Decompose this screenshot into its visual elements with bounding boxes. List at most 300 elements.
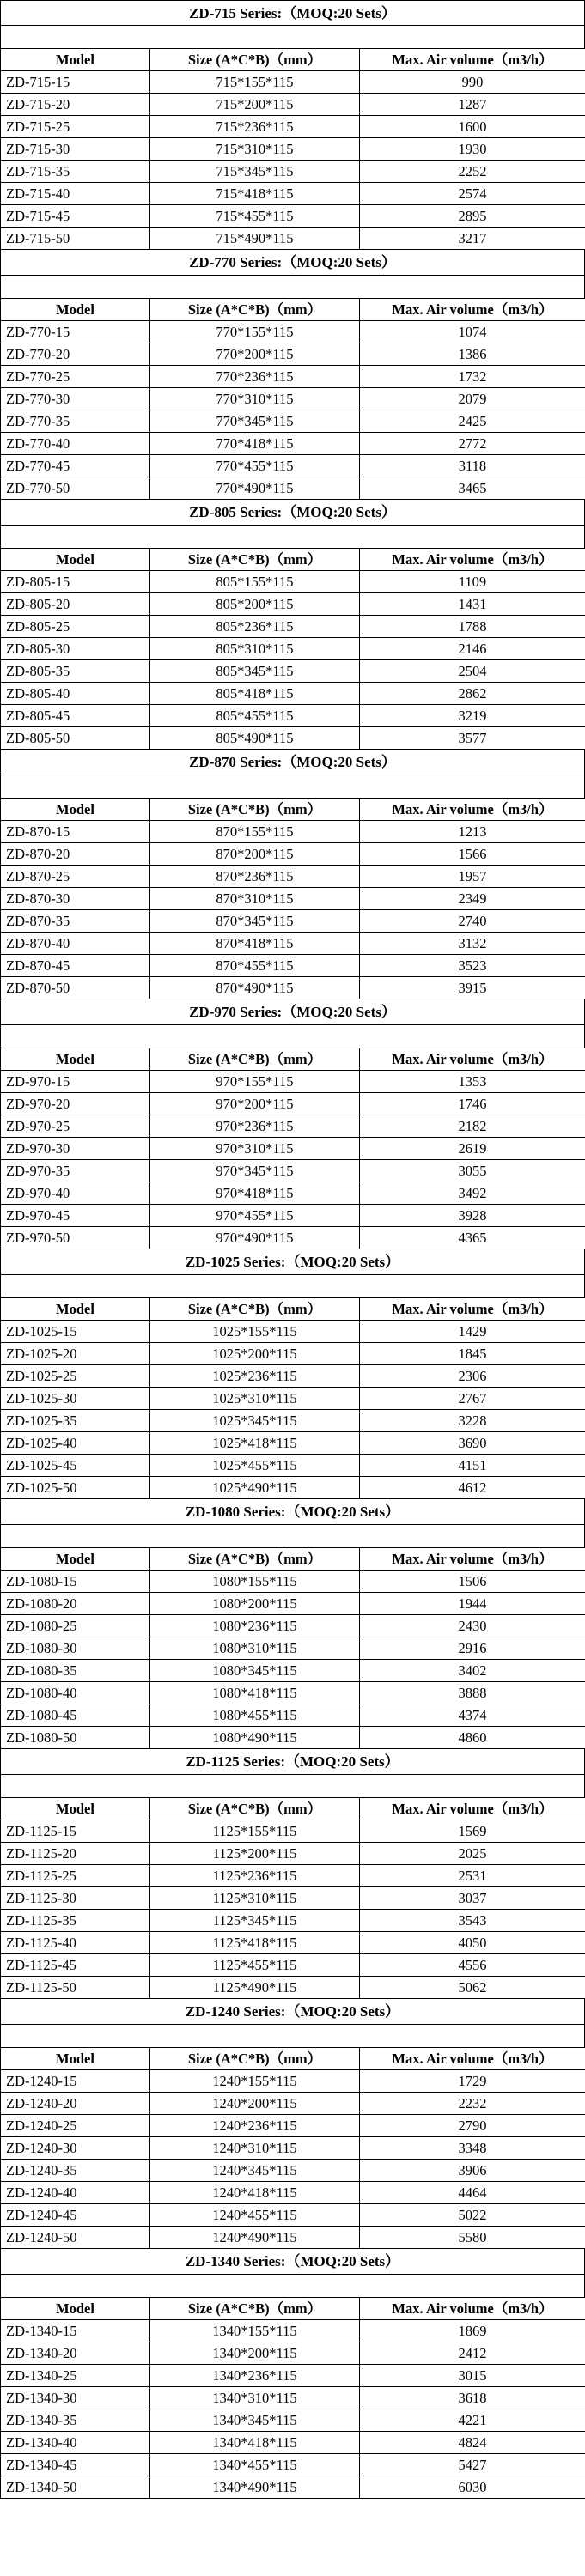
cell-model: ZD-1240-50 [1,2227,150,2249]
cell-air: 3217 [360,228,585,250]
cell-size: 970*455*115 [150,1205,360,1227]
column-header-model: Model [1,2298,150,2320]
cell-size: 715*455*115 [150,205,360,228]
cell-size: 805*490*115 [150,727,360,750]
cell-size: 870*455*115 [150,955,360,977]
table-header-row [1,1048,585,1071]
cell-air: 1353 [360,1071,585,1093]
cell-size: 1340*490*115 [150,2476,360,2499]
cell-model: ZD-870-30 [1,888,150,910]
cell-size: 1240*490*115 [150,2227,360,2249]
cell-air: 3348 [360,2137,585,2160]
cell-air: 3888 [360,1682,585,1704]
cell-air: 1729 [360,2070,585,2093]
table-row [1,410,585,433]
table-row [1,821,585,843]
cell-air: 1213 [360,821,585,843]
cell-air: 5427 [360,2454,585,2476]
table-row [1,1910,585,1932]
cell-air: 3402 [360,1660,585,1682]
table-row [1,933,585,955]
cell-air: 3928 [360,1205,585,1227]
table-row [1,1637,585,1660]
series-spacer [0,2025,585,2047]
column-header-air: Max. Air volume（m3/h） [360,49,585,71]
cell-size: 970*345*115 [150,1160,360,1182]
series-section [0,250,585,500]
cell-model: ZD-1080-45 [1,1704,150,1727]
table-row [1,1682,585,1704]
table-row [1,910,585,933]
cell-air: 4556 [360,1954,585,1977]
table-row [1,593,585,616]
cell-air: 3037 [360,1887,585,1910]
table-row [1,1365,585,1388]
column-header-size: Size (A*C*B)（mm） [150,549,360,571]
cell-air: 2772 [360,433,585,455]
cell-size: 805*418*115 [150,683,360,705]
table-row [1,1138,585,1160]
column-header-air: Max. Air volume（m3/h） [360,299,585,321]
table-row [1,1593,585,1615]
table-header-row [1,2298,585,2320]
table-row [1,343,585,366]
cell-air: 3523 [360,955,585,977]
cell-model: ZD-1240-45 [1,2204,150,2227]
cell-model: ZD-1080-25 [1,1615,150,1637]
cell-air: 3543 [360,1910,585,1932]
cell-air: 1429 [360,1321,585,1343]
cell-model: ZD-1025-40 [1,1432,150,1455]
cell-size: 770*200*115 [150,343,360,366]
cell-size: 715*345*115 [150,161,360,183]
table-row [1,455,585,477]
table-header-row [1,799,585,821]
table-row [1,888,585,910]
cell-model: ZD-1340-20 [1,2342,150,2365]
column-header-size: Size (A*C*B)（mm） [150,799,360,821]
cell-size: 770*310*115 [150,388,360,410]
cell-air: 2740 [360,910,585,933]
cell-size: 1025*310*115 [150,1388,360,1410]
table-row [1,2320,585,2342]
cell-size: 1025*455*115 [150,1455,360,1477]
cell-size: 1125*490*115 [150,1977,360,1999]
cell-air: 2574 [360,183,585,205]
cell-air: 2349 [360,888,585,910]
cell-air: 990 [360,71,585,94]
table-row [1,2137,585,2160]
table-row [1,616,585,638]
series-spacer [0,526,585,548]
series-table [0,298,585,500]
cell-model: ZD-805-20 [1,593,150,616]
column-header-air: Max. Air volume（m3/h） [360,549,585,571]
cell-model: ZD-805-45 [1,705,150,727]
cell-model: ZD-1340-50 [1,2476,150,2499]
series-table [0,1547,585,1749]
cell-model: ZD-715-40 [1,183,150,205]
cell-model: ZD-870-50 [1,977,150,999]
cell-model: ZD-1340-15 [1,2320,150,2342]
cell-air: 3055 [360,1160,585,1182]
column-header-model: Model [1,1298,150,1321]
cell-model: ZD-1340-40 [1,2432,150,2454]
cell-size: 1340*455*115 [150,2454,360,2476]
cell-air: 4050 [360,1932,585,1954]
cell-air: 4464 [360,2182,585,2204]
cell-model: ZD-805-15 [1,571,150,593]
cell-model: ZD-1125-35 [1,1910,150,1932]
cell-air: 1930 [360,138,585,161]
cell-size: 770*345*115 [150,410,360,433]
column-header-air: Max. Air volume（m3/h） [360,2048,585,2070]
cell-air: 4151 [360,1455,585,1477]
cell-air: 2790 [360,2115,585,2137]
cell-size: 1080*490*115 [150,1727,360,1749]
cell-model: ZD-1025-20 [1,1343,150,1365]
series-title: ZD-1340 Series:（MOQ:20 Sets） [0,2249,585,2275]
table-row [1,1843,585,1865]
cell-size: 770*155*115 [150,321,360,343]
cell-air: 4374 [360,1704,585,1727]
cell-model: ZD-970-25 [1,1115,150,1138]
cell-size: 1080*418*115 [150,1682,360,1704]
cell-model: ZD-1025-50 [1,1477,150,1499]
series-title: ZD-1080 Series:（MOQ:20 Sets） [0,1499,585,1525]
cell-size: 770*236*115 [150,366,360,388]
table-row [1,2387,585,2409]
series-section [0,750,585,999]
cell-air: 4612 [360,1477,585,1499]
table-row [1,205,585,228]
cell-air: 5022 [360,2204,585,2227]
table-row [1,321,585,343]
cell-air: 2504 [360,660,585,683]
cell-model: ZD-970-40 [1,1182,150,1205]
cell-model: ZD-715-25 [1,116,150,138]
table-row [1,477,585,500]
cell-air: 2895 [360,205,585,228]
cell-model: ZD-770-40 [1,433,150,455]
cell-model: ZD-1080-20 [1,1593,150,1615]
cell-air: 1746 [360,1093,585,1115]
cell-air: 2767 [360,1388,585,1410]
cell-model: ZD-1080-30 [1,1637,150,1660]
cell-air: 3618 [360,2387,585,2409]
cell-air: 1506 [360,1571,585,1593]
cell-model: ZD-715-30 [1,138,150,161]
cell-air: 2146 [360,638,585,660]
cell-size: 770*418*115 [150,433,360,455]
column-header-air: Max. Air volume（m3/h） [360,1048,585,1071]
table-row [1,1932,585,1954]
cell-air: 3915 [360,977,585,999]
cell-model: ZD-1240-30 [1,2137,150,2160]
cell-model: ZD-805-40 [1,683,150,705]
series-section [0,1249,585,1499]
series-table [0,2297,585,2499]
cell-air: 1566 [360,843,585,866]
cell-size: 805*455*115 [150,705,360,727]
cell-air: 2252 [360,161,585,183]
cell-size: 1340*310*115 [150,2387,360,2409]
table-row [1,955,585,977]
cell-size: 1125*236*115 [150,1865,360,1887]
cell-model: ZD-1025-35 [1,1410,150,1432]
table-row [1,2342,585,2365]
cell-size: 1025*418*115 [150,1432,360,1455]
cell-size: 870*200*115 [150,843,360,866]
table-row [1,1115,585,1138]
cell-model: ZD-870-20 [1,843,150,866]
table-header-row [1,299,585,321]
series-spacer [0,276,585,298]
cell-size: 805*236*115 [150,616,360,638]
cell-size: 970*200*115 [150,1093,360,1115]
table-row [1,1093,585,1115]
cell-size: 805*310*115 [150,638,360,660]
table-row [1,1182,585,1205]
table-row [1,366,585,388]
cell-model: ZD-870-15 [1,821,150,843]
cell-air: 2430 [360,1615,585,1637]
series-spacer [0,1275,585,1297]
table-row [1,1727,585,1749]
cell-size: 870*155*115 [150,821,360,843]
table-row [1,2409,585,2432]
series-spacer [0,775,585,798]
cell-air: 2425 [360,410,585,433]
cell-size: 715*200*115 [150,94,360,116]
cell-model: ZD-805-50 [1,727,150,750]
cell-model: ZD-1340-30 [1,2387,150,2409]
cell-size: 1240*200*115 [150,2093,360,2115]
cell-size: 970*418*115 [150,1182,360,1205]
series-title: ZD-1025 Series:（MOQ:20 Sets） [0,1249,585,1275]
table-row [1,1388,585,1410]
table-header-row [1,1798,585,1820]
column-header-model: Model [1,49,150,71]
cell-size: 715*310*115 [150,138,360,161]
table-row [1,638,585,660]
cell-size: 1240*155*115 [150,2070,360,2093]
cell-model: ZD-970-45 [1,1205,150,1227]
cell-air: 1957 [360,866,585,888]
cell-air: 2531 [360,1865,585,1887]
cell-air: 5062 [360,1977,585,1999]
series-table [0,1048,585,1249]
cell-model: ZD-1125-50 [1,1977,150,1999]
table-row [1,2227,585,2249]
cell-air: 2079 [360,388,585,410]
table-row [1,1410,585,1432]
table-row [1,1160,585,1182]
table-row [1,2476,585,2499]
cell-size: 1340*155*115 [150,2320,360,2342]
cell-model: ZD-1025-30 [1,1388,150,1410]
cell-model: ZD-870-35 [1,910,150,933]
cell-model: ZD-770-25 [1,366,150,388]
cell-size: 1125*345*115 [150,1910,360,1932]
series-section [0,999,585,1249]
cell-size: 970*310*115 [150,1138,360,1160]
column-header-size: Size (A*C*B)（mm） [150,49,360,71]
cell-size: 1025*155*115 [150,1321,360,1343]
cell-size: 1340*345*115 [150,2409,360,2432]
cell-size: 1080*236*115 [150,1615,360,1637]
cell-size: 870*418*115 [150,933,360,955]
table-row [1,1887,585,1910]
cell-model: ZD-1080-50 [1,1727,150,1749]
table-row [1,1571,585,1593]
table-row [1,1615,585,1637]
cell-size: 715*155*115 [150,71,360,94]
cell-air: 3015 [360,2365,585,2387]
cell-model: ZD-970-35 [1,1160,150,1182]
cell-air: 1109 [360,571,585,593]
cell-model: ZD-1080-40 [1,1682,150,1704]
cell-air: 3465 [360,477,585,500]
cell-model: ZD-1240-15 [1,2070,150,2093]
cell-model: ZD-770-30 [1,388,150,410]
series-table [0,798,585,999]
cell-model: ZD-970-50 [1,1227,150,1249]
cell-model: ZD-870-45 [1,955,150,977]
series-title: ZD-1240 Series:（MOQ:20 Sets） [0,1999,585,2025]
series-title: ZD-970 Series:（MOQ:20 Sets） [0,999,585,1025]
cell-air: 3577 [360,727,585,750]
cell-model: ZD-770-20 [1,343,150,366]
cell-size: 870*490*115 [150,977,360,999]
cell-model: ZD-770-35 [1,410,150,433]
cell-size: 1340*200*115 [150,2342,360,2365]
cell-size: 1025*490*115 [150,1477,360,1499]
cell-size: 870*310*115 [150,888,360,910]
table-row [1,866,585,888]
cell-model: ZD-805-35 [1,660,150,683]
series-section [0,1749,585,1999]
table-row [1,94,585,116]
cell-model: ZD-970-20 [1,1093,150,1115]
cell-size: 1240*236*115 [150,2115,360,2137]
column-header-air: Max. Air volume（m3/h） [360,1548,585,1571]
table-header-row [1,2048,585,2070]
cell-size: 1080*200*115 [150,1593,360,1615]
table-row [1,2070,585,2093]
column-header-model: Model [1,1798,150,1820]
cell-air: 2916 [360,1637,585,1660]
table-row [1,388,585,410]
cell-size: 970*155*115 [150,1071,360,1093]
cell-model: ZD-1340-35 [1,2409,150,2432]
column-header-size: Size (A*C*B)（mm） [150,1548,360,1571]
series-table [0,1297,585,1499]
cell-model: ZD-1025-25 [1,1365,150,1388]
table-row [1,433,585,455]
cell-size: 1080*345*115 [150,1660,360,1682]
table-row [1,2365,585,2387]
series-table [0,548,585,750]
column-header-air: Max. Air volume（m3/h） [360,2298,585,2320]
cell-size: 715*236*115 [150,116,360,138]
series-spacer [0,1525,585,1547]
cell-model: ZD-770-45 [1,455,150,477]
table-row [1,1660,585,1682]
cell-model: ZD-870-40 [1,933,150,955]
cell-air: 2306 [360,1365,585,1388]
cell-air: 1732 [360,366,585,388]
column-header-model: Model [1,549,150,571]
cell-model: ZD-1240-25 [1,2115,150,2137]
table-row [1,2204,585,2227]
table-row [1,1455,585,1477]
cell-model: ZD-1240-40 [1,2182,150,2204]
table-row [1,2182,585,2204]
table-row [1,1865,585,1887]
cell-model: ZD-805-30 [1,638,150,660]
cell-size: 1340*418*115 [150,2432,360,2454]
cell-size: 1125*310*115 [150,1887,360,1910]
cell-air: 2619 [360,1138,585,1160]
table-row [1,1343,585,1365]
table-row [1,2454,585,2476]
cell-size: 1025*200*115 [150,1343,360,1365]
cell-model: ZD-1240-35 [1,2160,150,2182]
cell-size: 870*345*115 [150,910,360,933]
cell-air: 1074 [360,321,585,343]
cell-air: 1845 [360,1343,585,1365]
cell-size: 1080*455*115 [150,1704,360,1727]
cell-size: 1025*345*115 [150,1410,360,1432]
cell-size: 1125*455*115 [150,1954,360,1977]
cell-air: 3492 [360,1182,585,1205]
cell-size: 715*418*115 [150,183,360,205]
table-row [1,571,585,593]
cell-size: 1125*418*115 [150,1932,360,1954]
series-table [0,48,585,250]
cell-air: 1869 [360,2320,585,2342]
table-header-row [1,1298,585,1321]
table-row [1,183,585,205]
table-row [1,138,585,161]
cell-air: 4824 [360,2432,585,2454]
cell-model: ZD-870-25 [1,866,150,888]
table-row [1,705,585,727]
cell-size: 970*490*115 [150,1227,360,1249]
series-section [0,2249,585,2499]
table-row [1,2115,585,2137]
series-spacer [0,26,585,48]
cell-model: ZD-715-50 [1,228,150,250]
series-section [0,0,585,250]
series-title: ZD-1125 Series:（MOQ:20 Sets） [0,1749,585,1775]
table-row [1,2093,585,2115]
series-spacer [0,1025,585,1048]
cell-model: ZD-1125-40 [1,1932,150,1954]
column-header-air: Max. Air volume（m3/h） [360,1298,585,1321]
cell-air: 2412 [360,2342,585,2365]
cell-model: ZD-715-20 [1,94,150,116]
cell-model: ZD-715-15 [1,71,150,94]
series-table [0,1797,585,1999]
cell-model: ZD-1340-45 [1,2454,150,2476]
cell-size: 770*490*115 [150,477,360,500]
series-title: ZD-715 Series:（MOQ:20 Sets） [0,0,585,26]
series-table [0,2047,585,2249]
table-row [1,1954,585,1977]
column-header-size: Size (A*C*B)（mm） [150,2298,360,2320]
